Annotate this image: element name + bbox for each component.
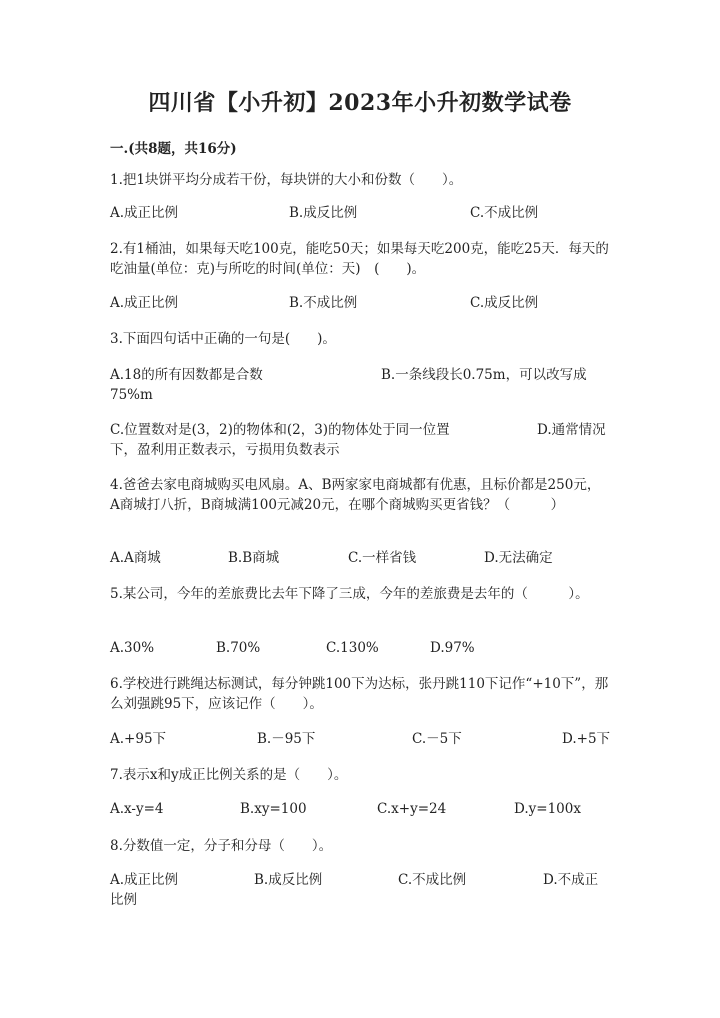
option-5d: D.97% — [430, 640, 475, 656]
option-6b: B.－95下 — [257, 731, 316, 747]
option-2a: A.成正比例 — [110, 295, 179, 311]
question-2: 2.有1桶油，如果每天吃100克，能吃50天；如果每天吃200克，能吃25天．每天的吃油量(单位：克)与所吃的时间(单位：天) ( )。 — [110, 241, 609, 277]
option-1b: B.成反比例 — [289, 205, 358, 221]
option-7a: A.x-y=4 — [110, 801, 164, 817]
option-6a: A.+95下 — [110, 731, 167, 747]
option-1a: A.成正比例 — [110, 205, 179, 221]
option-5c: C.130% — [326, 640, 379, 656]
option-7c: C.x+y=24 — [377, 801, 447, 817]
question-7: 7.表示x和y成正比例关系的是（ ）。 — [110, 767, 348, 783]
page-title: 四川省【小升初】2023年小升初数学试卷 — [148, 90, 572, 116]
option-2b: B.不成比例 — [289, 295, 358, 311]
option-8a: A.成正比例 — [110, 872, 179, 888]
option-8c: C.不成比例 — [398, 872, 467, 888]
option-4d: D.无法确定 — [484, 550, 553, 566]
option-4a: A.A商城 — [110, 550, 161, 566]
option-7d: D.y=100x — [514, 801, 581, 817]
option-3d: D.通常情况下，盈利用正数表示，亏损用负数表示 — [110, 422, 606, 458]
question-3: 3.下面四句话中正确的一句是( )。 — [110, 331, 336, 347]
question-1: 1.把1块饼平均分成若干份，每块饼的大小和份数（ ）。 — [110, 172, 463, 188]
option-3b: B.一条线段长0.75m，可以改写成75%m — [110, 367, 587, 403]
option-3c: C.位置数对是(3，2)的物体和(2，3)的物体处于同一位置 — [110, 422, 450, 438]
option-8d: D.不成正比例 — [110, 872, 599, 908]
option-2c: C.成反比例 — [470, 295, 539, 311]
option-5a: A.30% — [110, 640, 155, 656]
question-6: 6.学校进行跳绳达标测试，每分钟跳100下为达标，张丹跳110下记作“+10下”，那么刘强跳95下，应该记作（ ）。 — [110, 676, 609, 712]
option-7b: B.xy=100 — [240, 801, 307, 817]
option-6c: C.－5下 — [412, 731, 462, 747]
question-4: 4.爸爸去家电商城购买电风扇。A、B两家家电商城都有优惠，且标价都是250元，A商城打八折，B商城满100元减20元，在哪个商城购买更省钱？（ ） — [110, 477, 601, 513]
option-4c: C.一样省钱 — [348, 550, 417, 566]
option-6d: D.+5下 — [562, 731, 611, 747]
option-8b: B.成反比例 — [254, 872, 323, 888]
question-5: 5.某公司，今年的差旅费比去年下降了三成，今年的差旅费是去年的（ ）。 — [110, 586, 589, 602]
question-8: 8.分数值一定，分子和分母（ ）。 — [110, 838, 333, 854]
option-5b: B.70% — [216, 640, 261, 656]
option-4b: B.B商城 — [228, 550, 280, 566]
option-1c: C.不成比例 — [470, 205, 539, 221]
section-header: 一.(共8题，共16分) — [110, 141, 237, 157]
option-3a: A.18的所有因数都是合数 — [110, 367, 263, 383]
